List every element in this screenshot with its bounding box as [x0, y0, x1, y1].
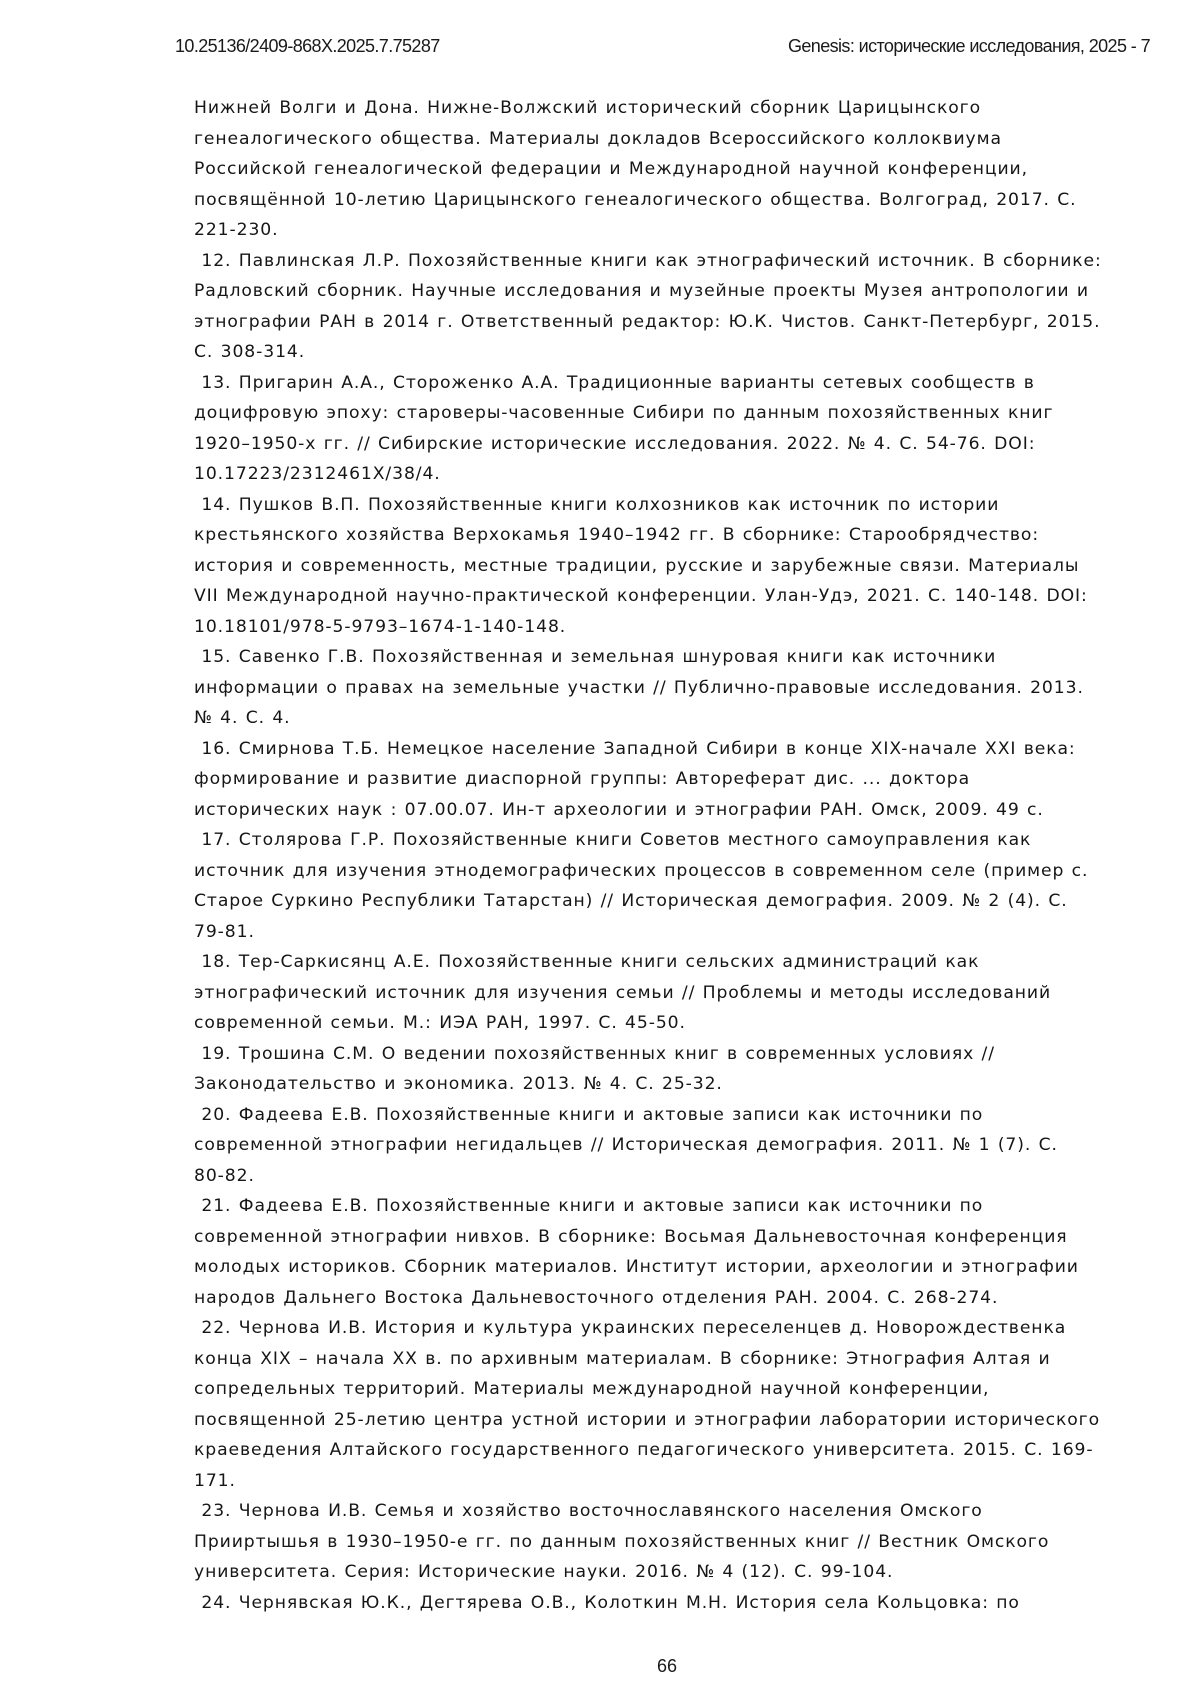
reference-line: Нижней Волги и Дона. Нижне-Волжский исторический сборник Царицынского: [194, 98, 982, 118]
reference-line: формирование и развитие диаспорной группы: Автореферат дис. ... доктора: [194, 769, 971, 789]
reference-line: Прииртышья в 1930–1950-е гг. по данным похозяйственных книг // Вестник Омского: [194, 1531, 1050, 1552]
reference-line: 221-230.: [194, 220, 279, 240]
reference-line: сопредельных территорий. Материалы международной научной конференции,: [194, 1379, 990, 1399]
reference-line: 22. Чернова И.В. История и культура украинских переселенцев д. Новорождественка: [194, 1318, 1067, 1338]
reference-line: 18. Тер-Саркисянц А.Е. Похозяйственные книги сельских администраций как: [194, 952, 980, 972]
reference-line: Законодательство и экономика. 2013. № 4. С. 25-32.: [194, 1074, 723, 1094]
reference-line: 15. Савенко Г.В. Похозяйственная и земельная шнуровая книги как источники: [194, 647, 997, 667]
reference-line: Старое Суркино Республики Татарстан) // Историческая демография. 2009. № 2 (4). С.: [194, 891, 1068, 911]
reference-list: [194, 93, 1144, 1618]
reference-line: конца XIX – начала XX в. по архивным материалам. В сборнике: Этнография Алтая и: [194, 1348, 1051, 1369]
reference-line: 171.: [194, 1470, 236, 1491]
reference-line: этнографии РАН в 2014 г. Ответственный редактор: Ю.К. Чистов. Санкт-Петербург, 2015.: [194, 311, 1101, 332]
journal-title: Genesis: исторические исследования, 2025 - 7: [788, 36, 1150, 56]
reference-line: 19. Трошина С.М. О ведении похозяйственных книг в современных условиях //: [194, 1043, 995, 1064]
page-header: [175, 36, 1150, 62]
reference-line: современной семьи. М.: ИЭА РАН, 1997. С. 45-50.: [194, 1013, 686, 1033]
reference-line: VII Международной научно-практической конференции. Улан-Удэ, 2021. С. 140-148. DOI:: [194, 586, 1088, 606]
doi-label: 10.25136/2409-868X.2025.7.75287: [175, 36, 440, 56]
reference-line: крестьянского хозяйства Верхокамья 1940–1942 гг. В сборнике: Старообрядчество:: [194, 525, 1040, 545]
page-number: 66: [656, 1656, 678, 1676]
reference-line: университета. Серия: Исторические науки. 2016. № 4 (12). С. 99-104.: [194, 1562, 894, 1582]
reference-line: доцифровую эпоху: староверы-часовенные Сибири по данным похозяйственных книг: [194, 403, 1054, 423]
reference-line: генеалогического общества. Материалы докладов Всероссийского коллоквиума: [194, 128, 1002, 149]
reference-line: 79-81.: [194, 921, 255, 942]
reference-line: краеведения Алтайского государственного педагогического университета. 2015. С. 169-: [194, 1440, 1094, 1460]
reference-line: 10.17223/2312461X/38/4.: [194, 464, 441, 484]
reference-line: современной этнографии нивхов. В сборнике: Восьмая Дальневосточная конференция: [194, 1226, 1068, 1247]
reference-line: молодых историков. Сборник материалов. Институт истории, археологии и этнографии: [194, 1257, 1079, 1277]
reference-line: С. 308-314.: [194, 342, 306, 362]
reference-line: Радловский сборник. Научные исследования и музейные проекты Музея антропологии и: [194, 281, 1089, 301]
reference-line: 24. Чернявская Ю.К., Дегтярева О.В., Колоткин М.Н. История села Кольцовка: по: [194, 1592, 1020, 1613]
reference-line: 1920–1950-х гг. // Сибирские исторические исследования. 2022. № 4. С. 54-76. DOI:: [194, 433, 1036, 454]
reference-line: исторических наук : 07.00.07. Ин-т археологии и этнографии РАН. Омск, 2009. 49 с.: [194, 799, 1044, 820]
reference-line: народов Дальнего Востока Дальневосточного отделения РАН. 2004. С. 268-274.: [194, 1287, 999, 1308]
reference-line: 13. Пригарин А.А., Стороженко А.А. Традиционные варианты сетевых сообществ в: [194, 372, 1035, 393]
reference-line: 20. Фадеева Е.В. Похозяйственные книги и актовые записи как источники по: [194, 1104, 984, 1125]
reference-line: 23. Чернова И.В. Семья и хозяйство восточнославянского населения Омского: [194, 1501, 983, 1521]
reference-line: информации о правах на земельные участки // Публично-правовые исследования. 2013.: [194, 677, 1084, 698]
reference-line: этнографический источник для изучения семьи // Проблемы и методы исследований: [194, 982, 1052, 1003]
reference-line: современной этнографии негидальцев // Историческая демография. 2011. № 1 (7). С.: [194, 1135, 1058, 1155]
reference-line: история и современность, местные традиции, русские и зарубежные связи. Материалы: [194, 555, 1080, 576]
reference-line: посвященной 25-летию центра устной истории и этнографии лаборатории исторического: [194, 1409, 1100, 1430]
reference-line: 80-82.: [194, 1165, 255, 1186]
reference-line: 14. Пушков В.П. Похозяйственные книги колхозников как источник по истории: [194, 494, 1000, 515]
reference-line: 16. Смирнова Т.Б. Немецкое население Западной Сибири в конце XIX-начале XXI века:: [194, 738, 1076, 759]
reference-line: источник для изучения этнодемографических процессов в современном селе (пример с.: [194, 860, 1089, 881]
reference-line: 10.18101/978-5-9793–1674-1-140-148.: [194, 616, 567, 637]
reference-line: 12. Павлинская Л.Р. Похозяйственные книги как этнографический источник. В сборнике:: [194, 250, 1102, 271]
reference-line: посвящённой 10-летию Царицынского генеалогического общества. Волгоград, 2017. С.: [194, 189, 1077, 210]
reference-line: № 4. С. 4.: [194, 708, 291, 728]
reference-line: 17. Столярова Г.Р. Похозяйственные книги Советов местного самоуправления как: [194, 830, 1032, 850]
reference-line: Российской генеалогической федерации и Международной научной конференции,: [194, 159, 1028, 179]
reference-line: 21. Фадеева Е.В. Похозяйственные книги и актовые записи как источники по: [194, 1196, 984, 1216]
